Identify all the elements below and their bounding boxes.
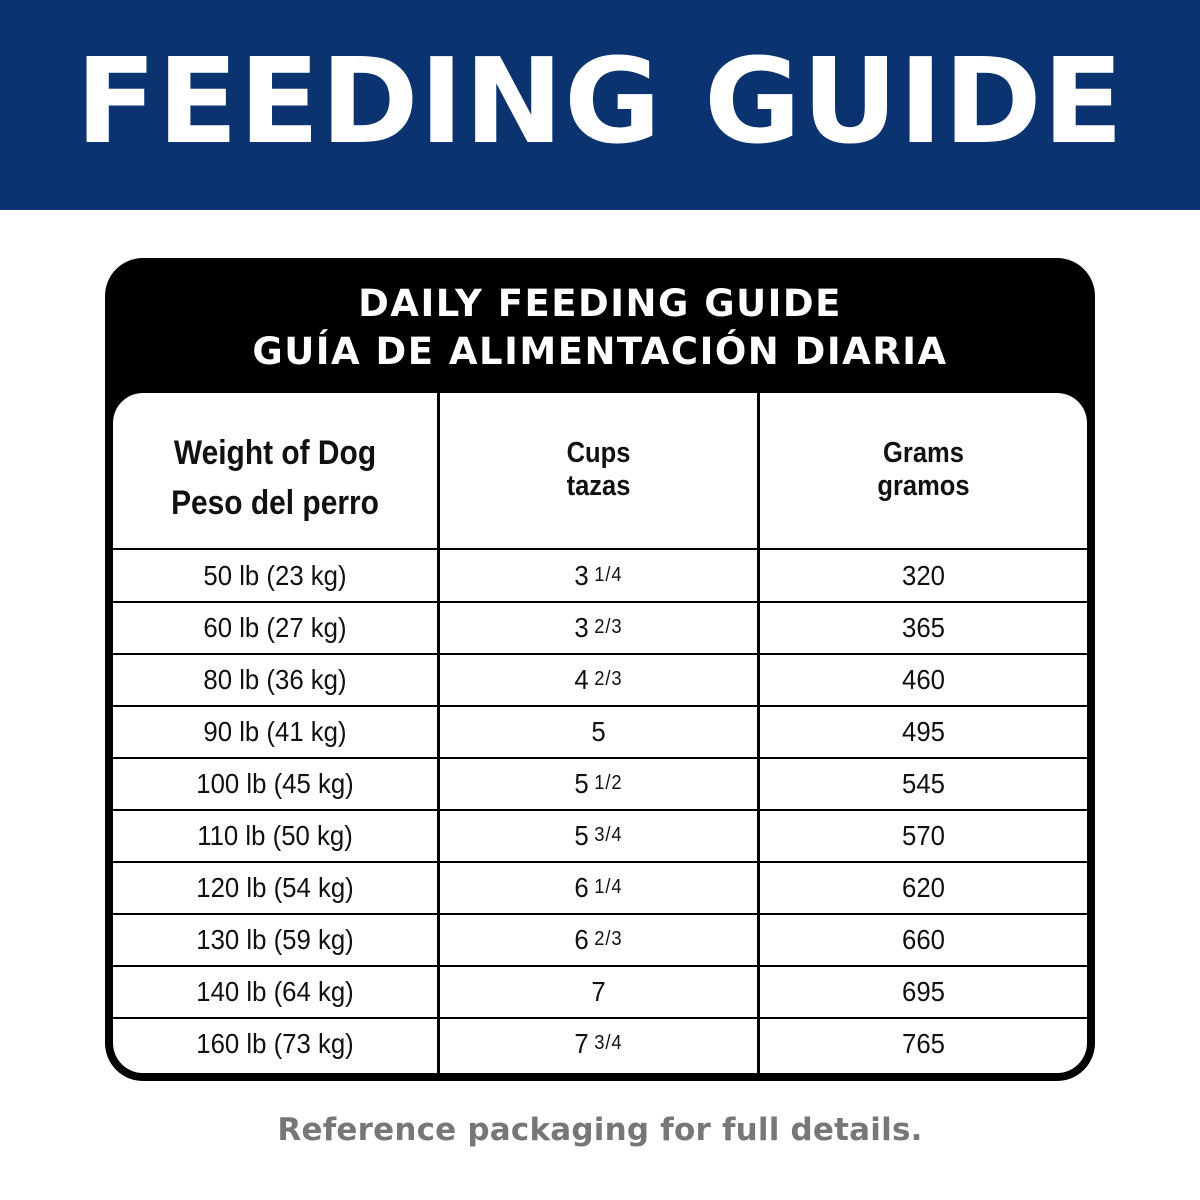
cell-cups [453,550,745,602]
cups-fraction: 2/3 [594,927,623,950]
cups-whole: 5 [574,820,589,851]
cell-grams: 495 [902,716,945,747]
cups-whole: 6 [574,924,589,955]
cell-grams: 545 [902,768,945,799]
cell-cups [453,810,745,862]
cell-cups [453,862,745,914]
cups-whole: 7 [574,1028,589,1059]
cell-grams: 620 [902,872,945,903]
column-header-grams-en: Grams [883,437,964,469]
column-divider [437,393,440,1073]
cell-weight: 160 lb (73 kg) [196,1028,354,1059]
column-header-cups [459,435,738,505]
cell-grams: 570 [902,820,945,851]
header-banner [0,0,1200,210]
cups-whole: 3 [574,612,589,643]
cell-cups [453,1018,745,1070]
column-header-grams [780,435,1068,505]
cell-grams: 460 [902,664,945,695]
cell-grams: 695 [902,976,945,1007]
cups-fraction: 1/2 [594,771,623,794]
cell-cups [453,654,745,706]
cell-cups [453,602,745,654]
cups-fraction: 2/3 [594,667,623,690]
cell-cups [453,966,745,1018]
column-header-weight-es: Peso del perro [171,484,379,522]
table-title-english: DAILY FEEDING GUIDE [358,282,842,325]
column-header-weight [132,423,417,533]
cups-fraction: 3/4 [594,1031,623,1054]
cups-fraction: 3/4 [594,823,623,846]
column-header-cups-es: tazas [566,470,631,502]
cups-fraction: 2/3 [594,615,623,638]
table-title-spanish: GUÍA DE ALIMENTACIÓN DIARIA [252,330,948,373]
table-body [113,393,1087,1073]
table-title [105,280,1095,376]
cell-weight: 140 lb (64 kg) [196,976,354,1007]
column-header-weight-en: Weight of Dog [173,434,377,472]
cell-weight: 110 lb (50 kg) [197,820,353,851]
cups-whole: 6 [574,872,589,903]
page-title: FEEDING GUIDE [75,32,1125,170]
cell-weight: 90 lb (41 kg) [203,716,347,747]
cups-fraction: 1/4 [594,875,623,898]
cups-whole: 5 [574,768,589,799]
cell-cups [453,914,745,966]
cell-weight: 100 lb (45 kg) [196,768,354,799]
cell-weight: 120 lb (54 kg) [196,872,354,903]
cell-grams: 660 [902,924,945,955]
footer-note: Reference packaging for full details. [277,1112,923,1148]
cups-fraction: 1/4 [594,563,623,586]
cell-weight: 80 lb (36 kg) [203,664,347,695]
column-header-cups-en: Cups [566,437,631,469]
feeding-guide-table [105,258,1095,1081]
cell-cups [453,706,745,758]
cups-whole: 7 [591,976,606,1007]
cell-weight: 60 lb (27 kg) [203,612,347,643]
cell-grams: 365 [902,612,945,643]
cups-whole: 4 [574,664,589,695]
cups-whole: 3 [574,560,589,591]
cell-grams: 320 [902,560,945,591]
column-divider [757,393,760,1073]
cell-grams: 765 [902,1028,945,1059]
cell-weight: 130 lb (59 kg) [196,924,354,955]
cell-cups [453,758,745,810]
cups-whole: 5 [591,716,606,747]
column-header-grams-es: gramos [877,470,970,502]
cell-weight: 50 lb (23 kg) [203,560,347,591]
